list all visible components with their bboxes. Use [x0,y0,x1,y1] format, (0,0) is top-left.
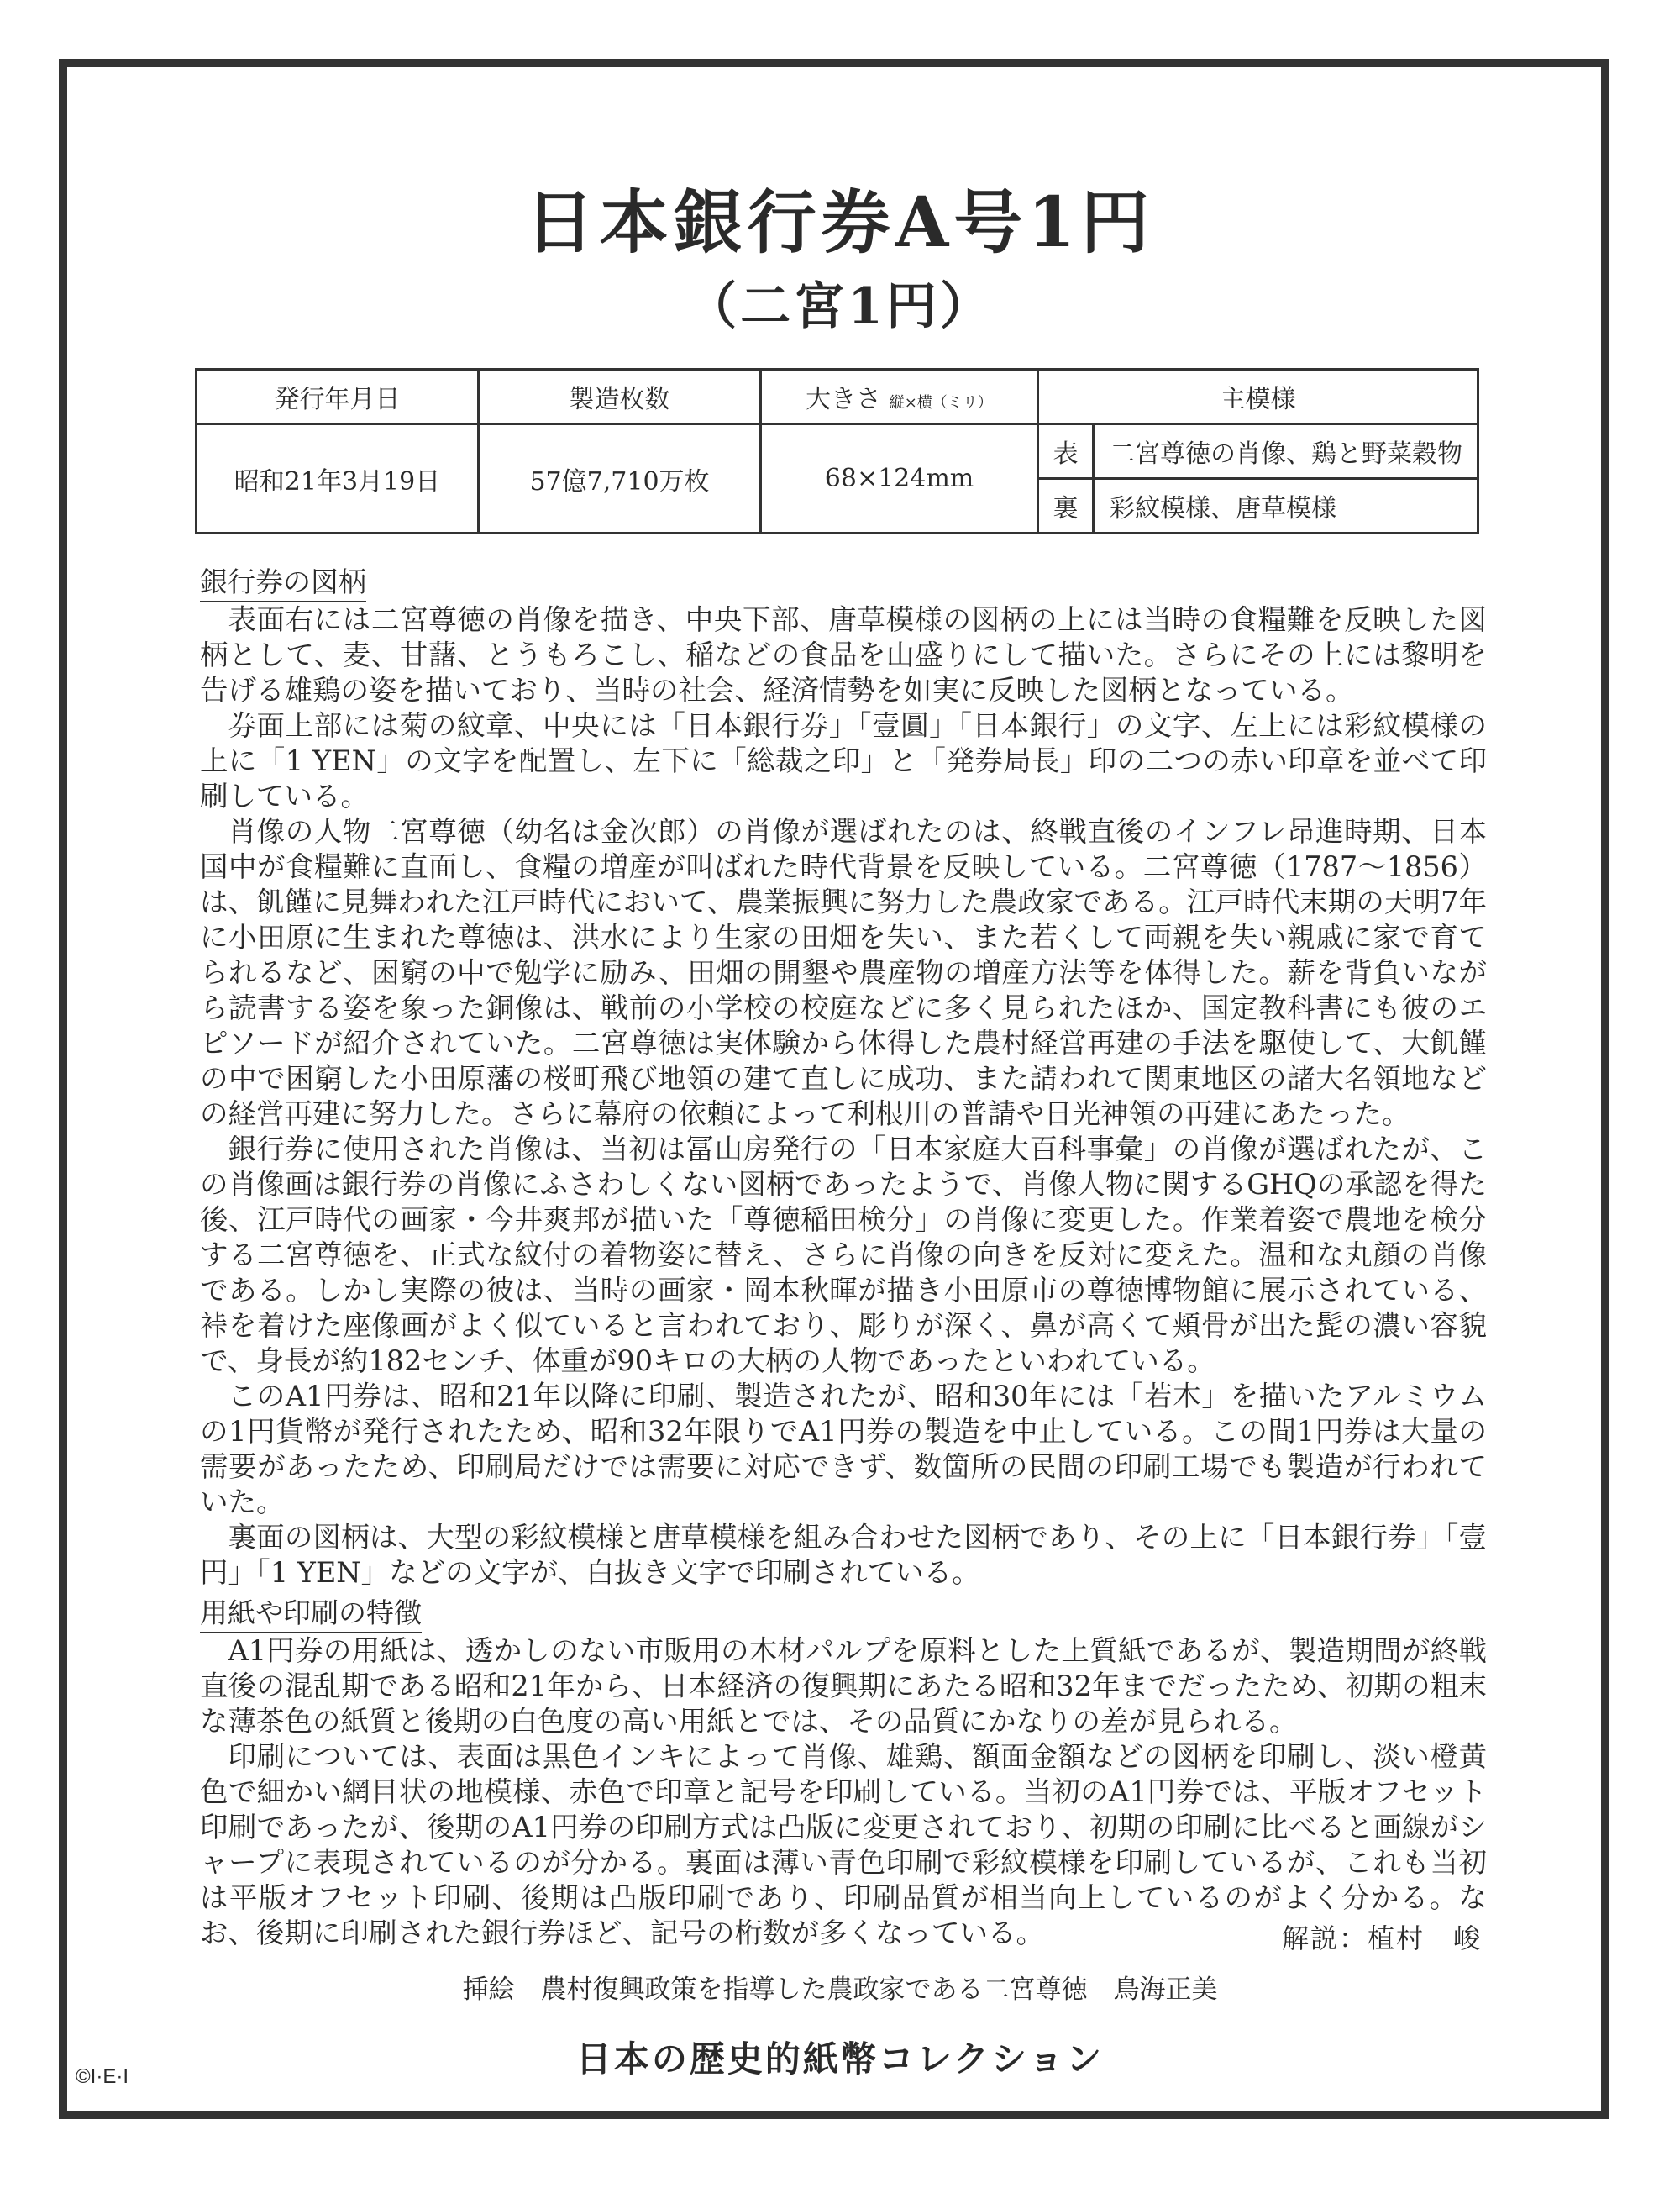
page-subtitle: （二宮1円） [686,277,994,336]
illustration-caption: 挿絵 農村復興政策を指導した農政家である二宮尊徳 鳥海正美 [462,1975,1218,2005]
back-label: 裏 [1038,479,1094,534]
header-design: 主模様 [1038,370,1478,424]
commentary-author: 解説：植村 峻 [1281,1922,1482,1954]
paragraph: 肖像の人物二宮尊徳（幼名は金次郎）の肖像が選ばれたのは、終戦直後のインフレ昂進時期、日本国中が食糧難に直面し、食糧の増産が叫ばれた時代背景を反映している。二宮尊徳（1787〜1856）は、飢饉に見舞われた江戸時代において、農業振興に努力した農政家である。江戸時代末期の天明7年に小田原に生まれた尊徳は、洪水により生家の田畑を失い、また若くして両親を失い親戚に家で育てられるなど、困窮の中で勉学に励み、田畑の開墾や農産物の増産方法等を体得した。薪を背負いながら読書する姿を象った銅像は、戦前の小学校の校庭などに多く見られたほか、国定教科書にも彼のエピソードが紹介されていた。二宮尊徳は実体験から体得した農村経営再建の手法を駆使して、大飢饉の中で困窮した小田原藩の桜町飛び地領の建て直しに成功、また請われて関東地区の諸大名領地などの経営再建に努力した。さらに幕府の依頼によって利根川の普請や日光神領の再建にあたった。 [200,815,1487,1130]
value-quantity: 57億7,710万枚 [479,424,761,534]
front-label: 表 [1038,424,1094,479]
paragraph: A1円券の用紙は、透かしのない市販用の木材パルプを原料とした上質紙であるが、製造期間が終戦直後の混乱期である昭和21年から、日本経済の復興期にあたる昭和32年までだったため、初期の粗末な薄茶色の紙質と後期の白色度の高い用紙とでは、その品質にかなりの差が見られる。 [200,1634,1487,1738]
copyright-mark: ©I·E·I [76,2065,129,2088]
paragraph: 銀行券に使用された肖像は、当初は冨山房発行の「日本家庭大百科事彙」の肖像が選ばれたが、この肖像画は銀行券の肖像にふさわしくない図柄であったようで、肖像人物に関するGHQの承認を得た後、江戸時代の画家・今井爽邦が描いた「尊徳稲田検分」の肖像に変更した。作業着姿で農地を検分する二宮尊徳を、正式な紋付の着物姿に替え、さらに肖像の向きを反対に変えた。温和な丸顔の肖像である。しかし実際の彼は、当時の画家・岡本秋暉が描き小田原市の尊徳博物館に展示されている、裃を着けた座像画がよく似ていると言われており、彫りが深く、鼻が高くて頬骨が出た髭の濃い容貌で、身長が約182センチ、体重が90キロの大柄の人物であったといわれている。 [200,1133,1487,1377]
table-header-row [197,370,1478,424]
series-title: 日本の歴史的紙幣コレクション [575,2038,1105,2080]
section-heading-paper: 用紙や印刷の特徴 [200,1596,422,1633]
paragraph: このA1円券は、昭和21年以降に印刷、製造されたが、昭和30年には「若木」を描いたアルミウムの1円貨幣が発行されたため、昭和32年限りでA1円券の製造を中止している。この間1円券は大量の需要があったため、印刷局だけでは需要に対応できず、数箇所の民間の印刷工場でも製造が行われていた。 [200,1380,1487,1518]
table-row-front [197,424,1478,479]
header-size-label: 大きさ [806,385,882,414]
info-table [195,368,1479,534]
value-size: 68×124mm [761,424,1038,534]
paragraph: 裏面の図柄は、大型の彩紋模様と唐草模様を組み合わせた図柄であり、その上に「日本銀行券」「壹円」「1 YEN」などの文字が、白抜き文字で印刷されている。 [200,1521,1487,1589]
header-size [761,370,1038,424]
value-issue-date: 昭和21年3月19日 [197,424,479,534]
front-design: 二宮尊徳の肖像、鶏と野菜穀物 [1094,424,1478,479]
paragraph: 印刷については、表面は黒色インキによって肖像、雄鶏、額面金額などの図柄を印刷し、淡い橙黄色で細かい網目状の地模様、赤色で印章と記号を印刷している。当初のA1円券では、平版オフセット印刷であったが、後期のA1円券の印刷方式は凸版に変更されており、初期の印刷に比べると画線がシャープに表現されているのが分かる。裏面は薄い青色印刷で彩紋模様を印刷しているが、これも当初は平版オフセット印刷、後期は凸版印刷であり、印刷品質が相当向上しているのがよく分かる。なお、後期に印刷された銀行券ほど、記号の桁数が多くなっている。 [200,1740,1487,1949]
paragraph: 券面上部には菊の紋章、中央には「日本銀行券」「壹圓」「日本銀行」の文字、左上には彩紋模様の上に「1 YEN」の文字を配置し、左下に「総裁之印」と「発券局長」印の二つの赤い印章を並べて印刷している。 [200,709,1487,813]
paragraph: 表面右には二宮尊徳の肖像を描き、中央下部、唐草模様の図柄の上には当時の食糧難を反映した図柄として、麦、甘藷、とうもろこし、稲などの食品を山盛りにして描いた。さらにその上には黎明を告げる雄鶏の姿を描いており、当時の社会、経済情勢を如実に反映した図柄となっている。 [200,603,1487,707]
section-heading-design: 銀行券の図柄 [200,565,366,602]
body-text [200,565,1487,1951]
header-quantity: 製造枚数 [479,370,761,424]
page-title: 日本銀行券A号1円 [525,182,1155,263]
header-issue-date: 発行年月日 [197,370,479,424]
header-size-note: 縦×横（ミリ） [889,394,993,412]
back-design: 彩紋模様、唐草模様 [1094,479,1478,534]
